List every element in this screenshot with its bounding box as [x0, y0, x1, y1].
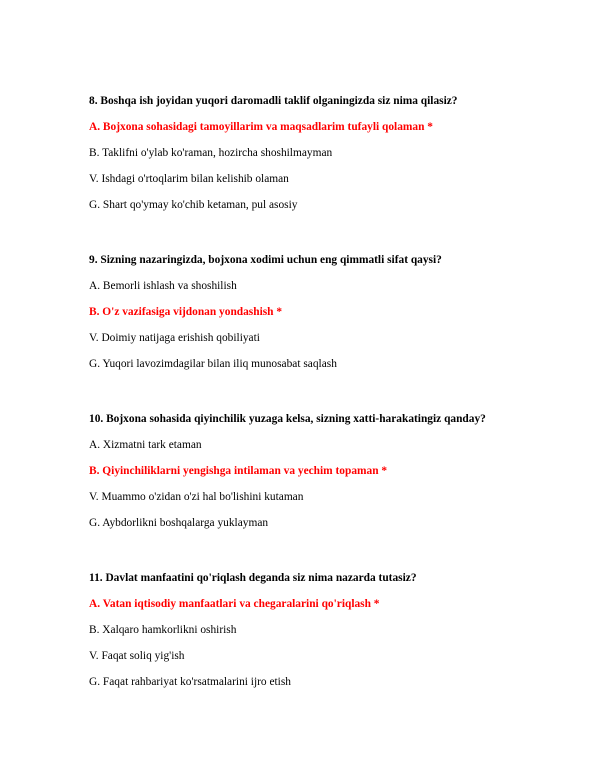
question-title: 8. Boshqa ish joyidan yuqori daromadli taklif olganingizda siz nima qilasiz? [89, 95, 458, 107]
answer-option: V. Faqat soliq yig'ish [89, 650, 185, 662]
answer-option: A. Xizmatni tark etaman [89, 439, 202, 451]
question-11 [89, 571, 569, 689]
answer-option-correct: B. O'z vazifasiga vijdonan yondashish * [89, 306, 283, 318]
answer-option-correct: B. Qiyinchiliklarni yengishga intilaman va yechim topaman * [89, 465, 388, 477]
answer-option: B. Taklifni o'ylab ko'raman, hozircha shoshilmayman [89, 147, 333, 159]
answer-option-correct: A. Vatan iqtisodiy manfaatlari va chegaralarini qo'riqlash * [89, 598, 380, 610]
question-title: 10. Bojxona sohasida qiyinchilik yuzaga kelsa, sizning xatti-harakatingiz qanday? [89, 413, 486, 425]
question-title: 11. Davlat manfaatini qo'riqlash deganda siz nima nazarda tutasiz? [89, 572, 417, 584]
answer-option: G. Shart qo'ymay ko'chib ketaman, pul asosiy [89, 199, 298, 211]
answer-option: V. Muammo o'zidan o'zi hal bo'lishini kutaman [89, 491, 304, 503]
question-8 [89, 94, 569, 212]
question-10 [89, 412, 569, 530]
question-list [89, 94, 569, 730]
answer-option: G. Faqat rahbariyat ko'rsatmalarini ijro etish [89, 676, 291, 688]
question-9 [89, 253, 569, 371]
answer-option: B. Xalqaro hamkorlikni oshirish [89, 624, 237, 636]
question-title: 9. Sizning nazaringizda, bojxona xodimi uchun eng qimmatli sifat qaysi? [89, 254, 442, 266]
answer-option: V. Ishdagi o'rtoqlarim bilan kelishib olaman [89, 173, 289, 185]
answer-option: A. Bemorli ishlash va shoshilish [89, 280, 237, 292]
answer-option: V. Doimiy natijaga erishish qobiliyati [89, 332, 260, 344]
answer-option-correct: A. Bojxona sohasidagi tamoyillarim va maqsadlarim tufayli qolaman * [89, 121, 433, 133]
answer-option: G. Aybdorlikni boshqalarga yuklayman [89, 517, 269, 529]
answer-option: G. Yuqori lavozimdagilar bilan iliq munosabat saqlash [89, 358, 337, 370]
